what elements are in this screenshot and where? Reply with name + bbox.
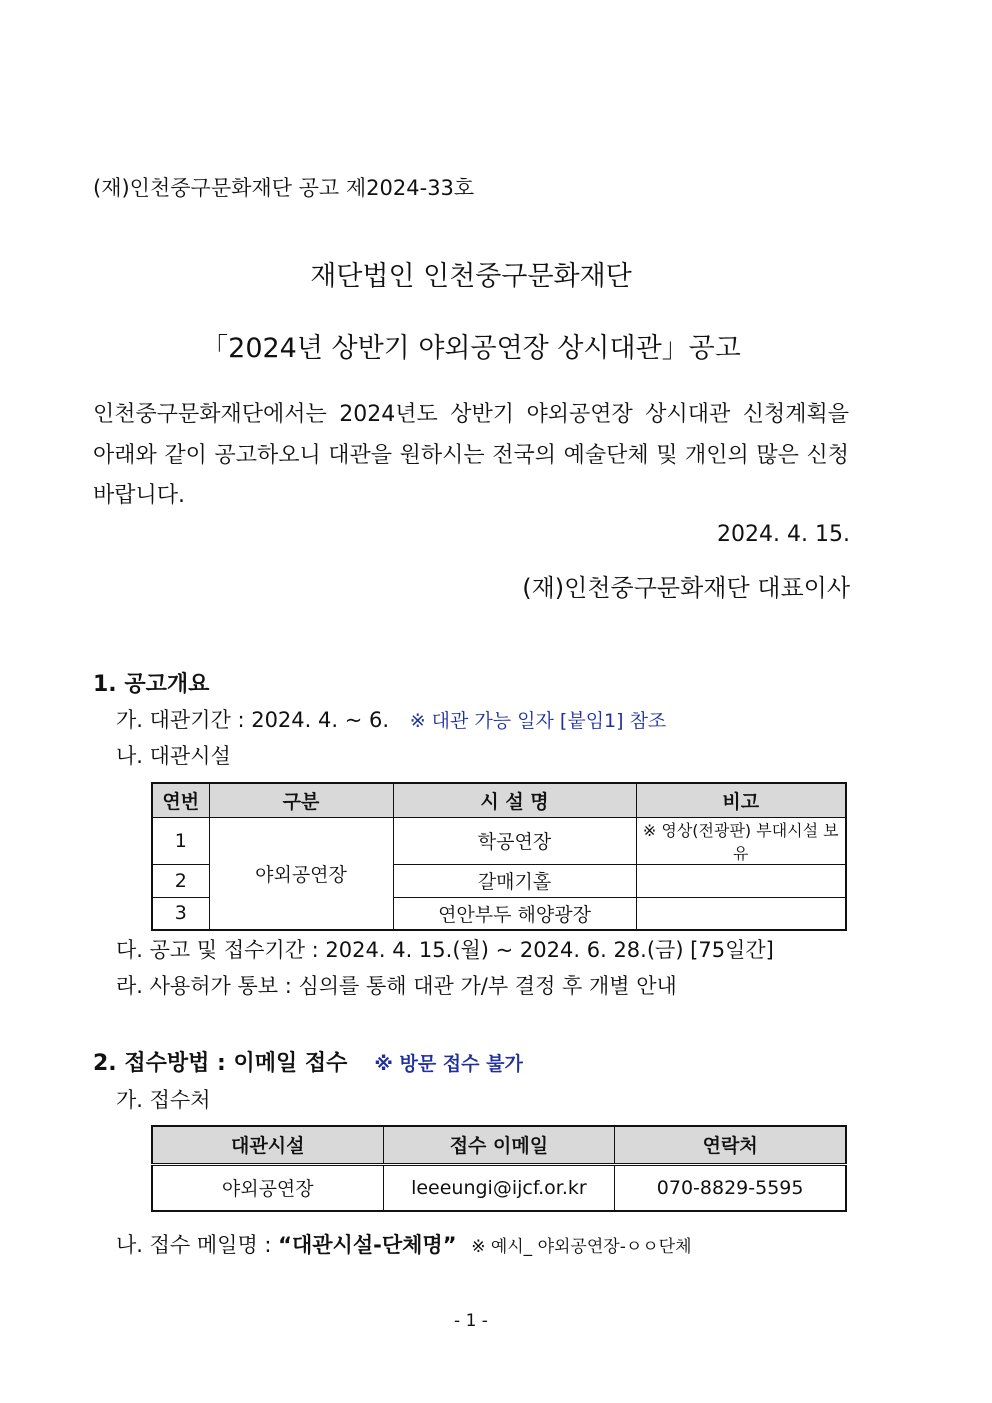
row-facility: 갈매기홀	[393, 864, 636, 897]
intro-line-1: 인천중구문화재단에서는 2024년도 상반기 야외공연장 상시대관 신청계획을	[93, 402, 849, 427]
row-facility: 연안부두 해양광장	[393, 897, 636, 930]
section1-heading: 1. 공고개요	[93, 672, 210, 697]
contact-table	[151, 1125, 847, 1212]
notice-date: 2024. 4. 15.	[717, 522, 850, 547]
header-note: 비고	[636, 783, 846, 817]
section1-item-da: 다. 공고 및 접수기간 : 2024. 4. 15.(월) ~ 2024. 6. 28.(금) [75일간]	[116, 938, 774, 962]
section2-heading: 2. 접수방법 : 이메일 접수	[93, 1051, 348, 1076]
rental-period: 가. 대관기간 : 2024. 4. ~ 6.	[116, 708, 390, 732]
table-row	[152, 817, 846, 864]
table-row	[152, 1164, 846, 1211]
section1-item-ra: 라. 사용허가 통보 : 심의를 통해 대관 가/부 결정 후 개별 안내	[116, 974, 677, 998]
section2-heading-line	[93, 1046, 523, 1077]
intro-line-3: 바랍니다.	[93, 483, 186, 508]
intro-line-2: 아래와 같이 공고하오니 대관을 원하시는 전국의 예술단체 및 개인의 많은 신청	[93, 443, 849, 468]
row-note	[636, 897, 846, 930]
row-note	[636, 864, 846, 897]
mail-subject-example: ※ 예시_ 야외공연장-ㅇㅇ단체	[471, 1237, 692, 1257]
section1-item-na: 나. 대관시설	[116, 744, 231, 768]
section2-item-na	[116, 1229, 692, 1259]
contact-table-header	[152, 1126, 846, 1164]
row-no: 3	[152, 897, 209, 930]
row-facility: 학공연장	[393, 817, 636, 864]
section1-item-ga	[116, 704, 666, 734]
header-no: 연번	[152, 783, 209, 817]
notice-number: (재)인천중구문화재단 공고 제2024-33호	[93, 176, 475, 200]
header-facility: 대관시설	[152, 1126, 383, 1164]
row-category: 야외공연장	[209, 817, 393, 930]
row-no: 1	[152, 817, 209, 864]
contact-phone: 070-8829-5595	[615, 1164, 846, 1211]
header-facility: 시 설 명	[393, 783, 636, 817]
page-number: - 1 -	[454, 1311, 488, 1331]
contact-facility: 야외공연장	[152, 1164, 383, 1211]
section2-heading-note: ※ 방문 접수 불가	[374, 1053, 523, 1075]
title-line-2: 「2024년 상반기 야외공연장 상시대관」공고	[201, 333, 741, 364]
row-no: 2	[152, 864, 209, 897]
contact-email: leeeungi@ijcf.or.kr	[383, 1164, 615, 1211]
header-contact: 연락처	[615, 1126, 846, 1164]
section2-item-ga: 가. 접수처	[116, 1088, 211, 1112]
signer: (재)인천중구문화재단 대표이사	[522, 574, 850, 602]
header-category: 구분	[209, 783, 393, 817]
rental-period-note: ※ 대관 가능 일자 [붙임1] 참조	[409, 710, 667, 732]
facility-table-header	[152, 783, 846, 817]
row-note: ※ 영상(전광판) 부대시설 보유	[636, 817, 846, 864]
title-line-1: 재단법인 인천중구문화재단	[310, 261, 632, 292]
facility-table	[151, 782, 847, 931]
mail-subject-format: “대관시설-단체명”	[278, 1233, 457, 1257]
mail-subject-prefix: 나. 접수 메일명 :	[116, 1233, 279, 1257]
header-email: 접수 이메일	[383, 1126, 615, 1164]
